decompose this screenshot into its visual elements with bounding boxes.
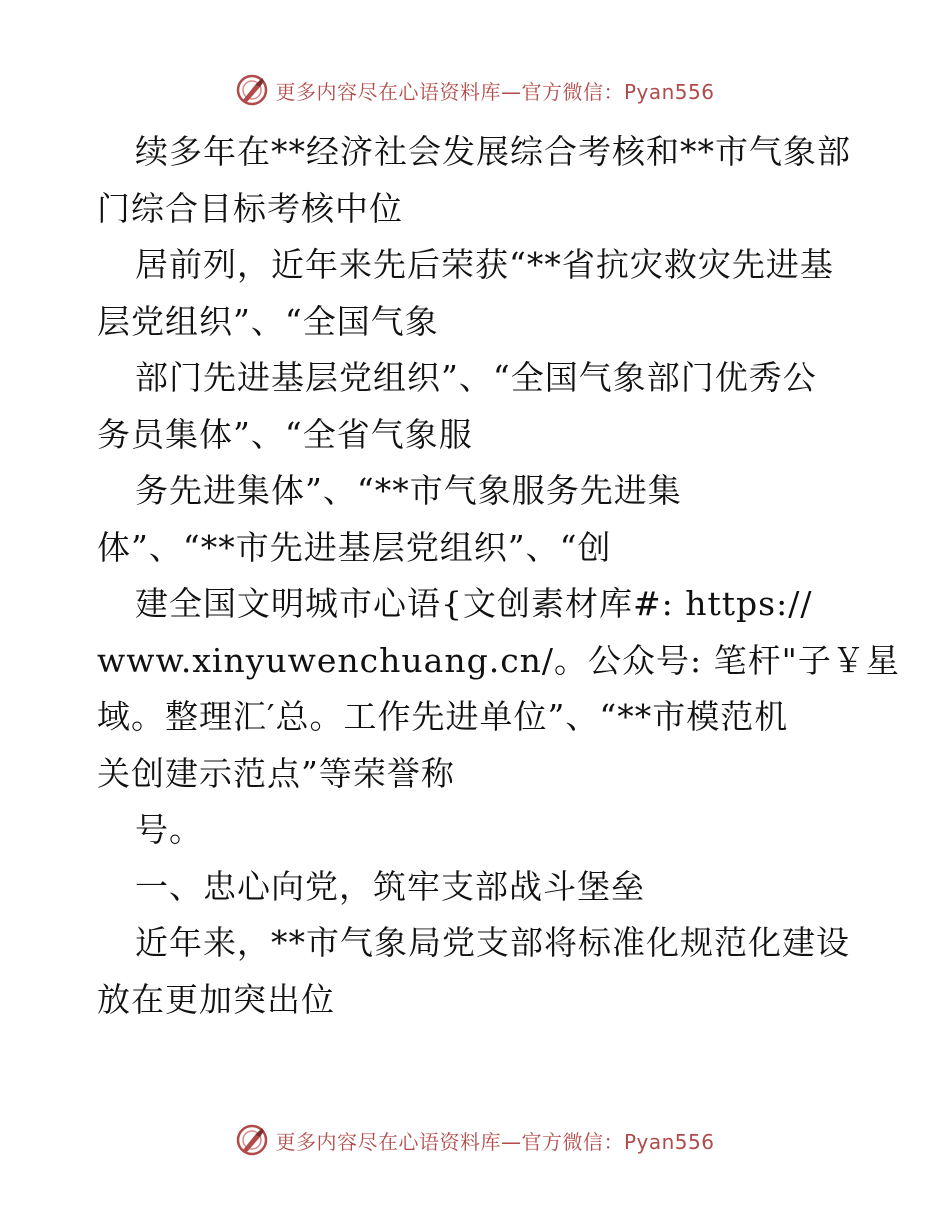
text-line: 务员集体”、“全省气象服	[97, 414, 473, 454]
text-line: www.xinyuwenchuang.cn/。公众号: 笔杆"子￥星	[97, 640, 900, 680]
pen-nib-logo-icon	[235, 1123, 269, 1157]
header-watermark	[0, 70, 950, 110]
pen-nib-logo-icon	[235, 73, 269, 107]
text-line: 号。	[135, 810, 203, 849]
text-line: 关创建示范点”等荣誉称	[97, 753, 455, 793]
text-line: 放在更加突出位	[97, 979, 335, 1019]
text-line: 域。整理汇′总。工作先进单位”、“**市模范机	[97, 697, 789, 736]
text-line: 体”、“**市先进基层党组织”、“创	[97, 527, 612, 567]
text-line: 务先进集体”、“**市气象服务先进集	[135, 471, 682, 510]
text-line: 门综合目标考核中位	[97, 188, 403, 228]
watermark-text: 更多内容尽在心语资料库—官方微信：Pyan556	[275, 79, 715, 104]
document-body	[97, 124, 900, 1028]
footer-watermark	[0, 1120, 950, 1160]
section-heading: 一、忠心向党，筑牢支部战斗堡垒	[135, 866, 645, 906]
text-line: 续多年在**经济社会发展综合考核和**市气象部	[135, 132, 851, 171]
text-line: 近年来，**市气象局党支部将标准化规范化建设	[135, 923, 850, 962]
text-line: 层党组织”、“全国气象	[97, 301, 439, 341]
text-line: 居前列，近年来先后荣获“**省抗灾救灾先进基	[135, 245, 834, 284]
text-line: 建全国文明城市心语{文创素材库#: https://	[135, 584, 813, 623]
watermark-text: 更多内容尽在心语资料库—官方微信：Pyan556	[275, 1129, 715, 1154]
text-line: 部门先进基层党组织”、“全国气象部门优秀公	[135, 358, 817, 397]
